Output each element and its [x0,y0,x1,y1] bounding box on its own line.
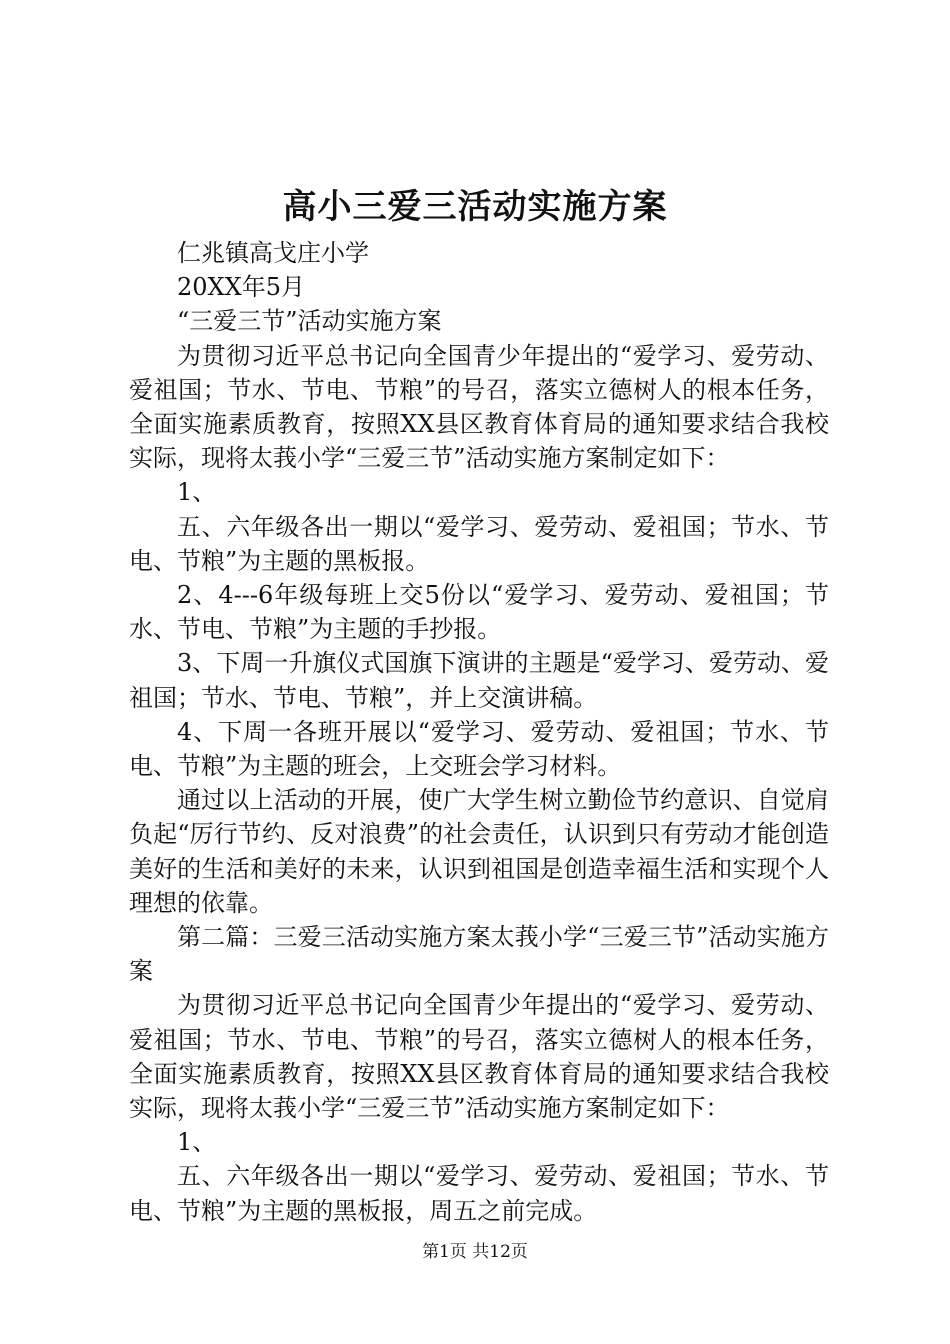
paragraph-second-intro: 为贯彻习近平总书记向全国青少年提出的“爱学习、爱劳动、爱祖国；节水、节电、节粮”的号召，落实立德树人的根本任务，全面实施素质教育，按照XX县区教育体育局的通知要求结合我校实际，现将太莪小学“三爱三节”活动实施方案制定如下： [129,991,829,1123]
page-footer: 第1页 共12页 [422,1242,528,1262]
paragraph-intro: 为贯彻习近平总书记向全国青少年提出的“爱学习、爱劳动、爱祖国；节水、节电、节粮”的号召，落实立德树人的根本任务，全面实施素质教育，按照XX县区教育体育局的通知要求结合我校实际，现将太莪小学“三爱三节”活动实施方案制定如下： [129,341,829,473]
paragraph-second-item-1-number: 1、 [177,1128,217,1157]
paragraph-item-4: 4、下周一各班开展以“爱学习、爱劳动、爱祖国；节水、节电、节粮”为主题的班会，上交班会学习材料。 [129,717,829,781]
paragraph-item-1-number: 1、 [177,478,217,507]
paragraph-summary: 通过以上活动的开展，使广大学生树立勤俭节约意识、自觉肩负起“厉行节约、反对浪费”的社会责任，认识到只有劳动才能创造美好的生活和美好的未来，认识到祖国是创造幸福生活和实现个人理想的依靠。 [129,786,829,917]
paragraph-item-1: 五、六年级各出一期以“爱学习、爱劳动、爱祖国；节水、节电、节粮”为主题的黑板报。 [129,512,829,575]
paragraph-second-item-1: 五、六年级各出一期以“爱学习、爱劳动、爱祖国；节水、节电、节粮”为主题的黑板报，周五之前完成。 [129,1162,829,1225]
document-title: 高小三爱三活动实施方案 [282,187,668,227]
paragraph-item-2: 2、4---6年级每班上交5份以“爱学习、爱劳动、爱祖国；节水、节电、节粮”为主题的手抄报。 [129,581,829,644]
paragraph-subtitle: “三爱三节”活动实施方案 [177,307,442,336]
document-body [129,236,829,1228]
paragraph-school-name: 仁兆镇高戈庄小学 [177,239,369,267]
paragraph-date: 20XX年5月 [177,273,305,302]
paragraph-second-chapter-heading: 第二篇：三爱三活动实施方案太莪小学“三爱三节”活动实施方案 [129,923,829,986]
paragraph-item-3: 3、下周一升旗仪式国旗下演讲的主题是“爱学习、爱劳动、爱祖国；节水、节电、节粮”，并上交演讲稿。 [129,649,829,712]
